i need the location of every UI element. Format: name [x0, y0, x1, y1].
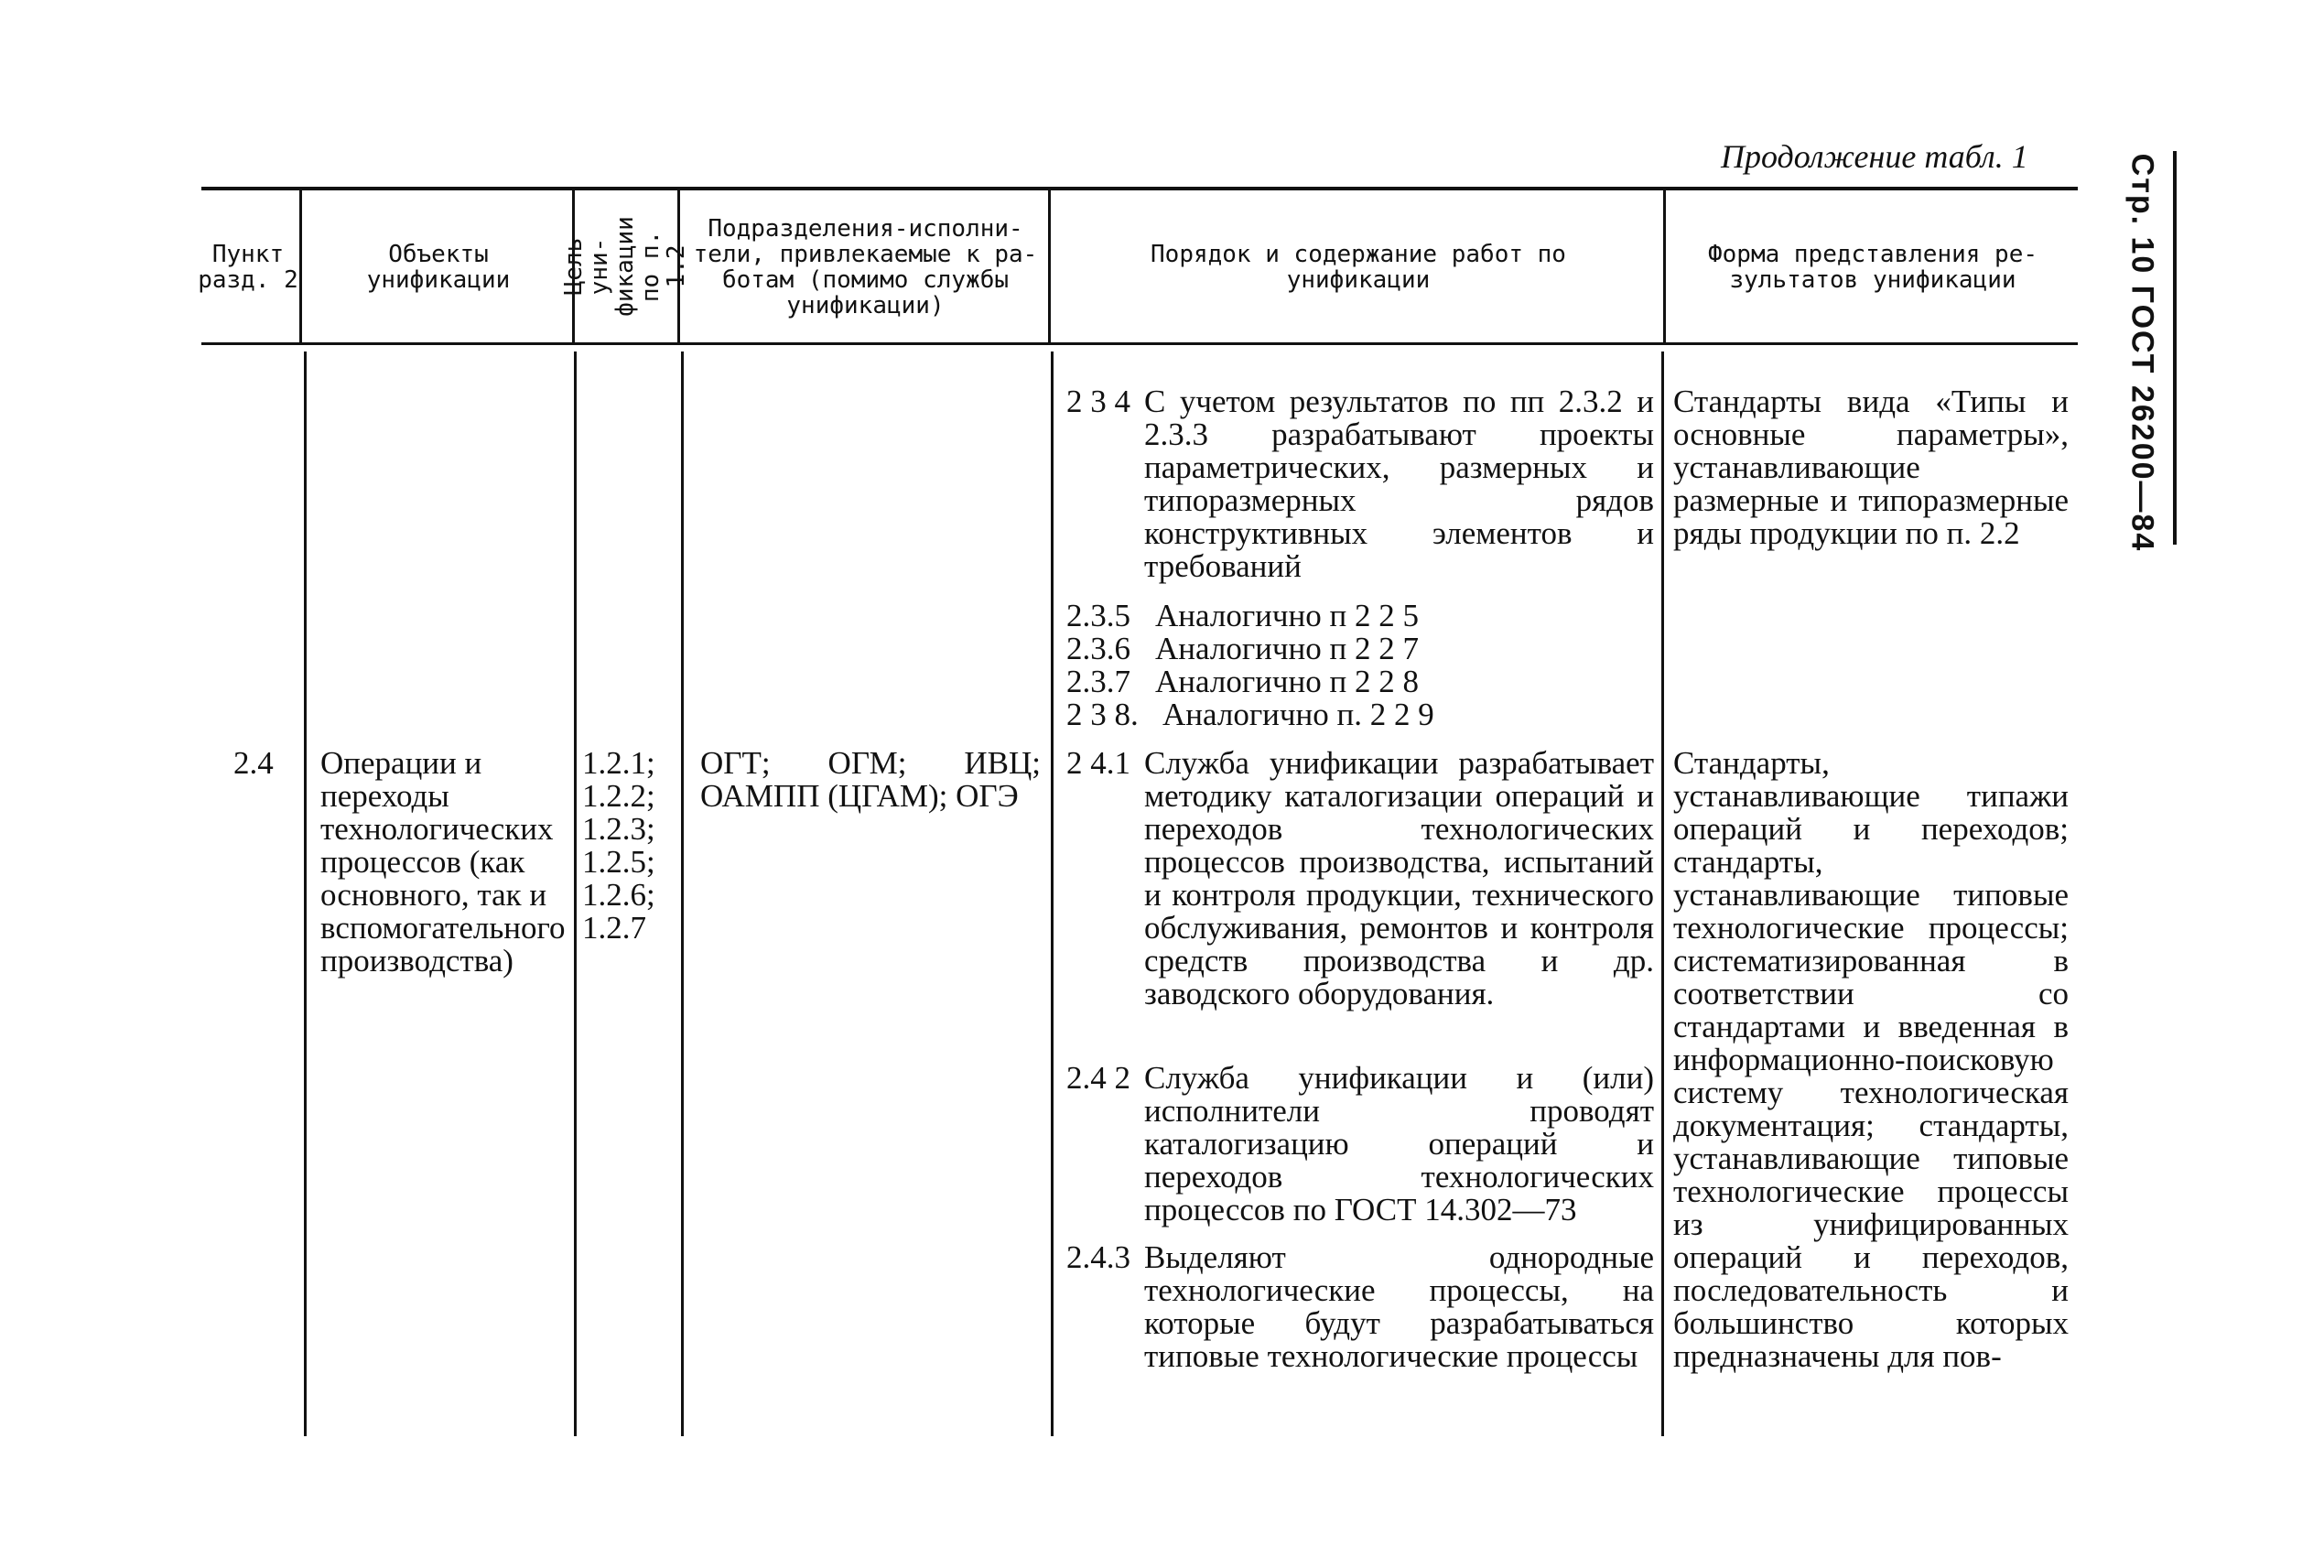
header-point: Пункт разд. 2: [198, 241, 298, 294]
item-num: 2.3.6: [1066, 631, 1130, 666]
goal-item: 1.2.5;: [582, 844, 655, 880]
item-text: Аналогично п 2 2 8: [1155, 664, 1419, 699]
item-num: 2.3.5: [1066, 598, 1130, 633]
hdr-divider-5: [1663, 190, 1666, 342]
header-goal-text: Цель уни- фикации по п. 1.2: [560, 216, 690, 317]
header-objects: Объекты унификации: [366, 241, 511, 294]
row-result-text: Стандарты, устанавливающие типажи операций и переходов; стандарты, устанавливающие типовые технологические процессы; систематизированная в соответствии со стандартами и введенная в информационно-поисковую систему технологическая документация; стандарты, устанавливающие типовые технологические процессы из унифицированных операций и переходов, последовательность и большинство которых предназначены для пов-: [1673, 745, 2069, 1374]
item-num: 2 3 8.: [1066, 697, 1139, 732]
item-text: Служба унификации и (или) исполнители проводят каталогизацию операций и переходов технологических процессов по ГОСТ 14.302—73: [1144, 1060, 1654, 1227]
hdr-divider-4: [1048, 190, 1051, 342]
item-text: С учетом результатов по пп 2.3.2 и 2.3.3 разрабатывают проекты параметрических, размерных и типоразмерных рядов конструктивных элементов и требований: [1144, 384, 1654, 584]
header-procedure: Порядок и содержание работ по унификации: [1151, 241, 1566, 294]
body-divider-5: [1661, 351, 1664, 1436]
goal-item: 1.2.2;: [582, 778, 655, 814]
executors-text: ОГТ; ОГМ; ИВЦ; ОАМПП (ЦГАМ); ОГЭ: [700, 745, 1041, 814]
item-num: 2 4.1: [1066, 745, 1130, 781]
goal-item: 1.2.7: [582, 910, 646, 946]
item-num: 2.3.7: [1066, 664, 1130, 699]
continuation-title: Продолжение табл. 1: [1721, 138, 2028, 175]
header-executors: Подразделения-исполни- тели, привлекаемые к ра- ботам (помимо службы унификации): [693, 215, 1038, 319]
table-top-rule: [201, 187, 2078, 190]
item-text: Аналогично п. 2 2 9: [1162, 697, 1434, 732]
body-divider-3: [681, 351, 684, 1436]
header-result-form: Форма представления ре- зультатов унификации: [1707, 241, 2038, 294]
goal-item: 1.2.3;: [582, 811, 655, 847]
item-text: Аналогично п 2 2 7: [1155, 631, 1419, 666]
row-point: 2.4: [233, 745, 274, 781]
item-text: Аналогично п 2 2 5: [1155, 598, 1419, 633]
side-label-text: Стр. 10 ГОСТ 26200—84: [2124, 153, 2160, 552]
body-divider-2: [574, 351, 577, 1436]
prev-result-text: Стандарты вида «Типы и основные параметры», устанавливающие размерные и типоразмерные ряды продукции по п. 2.2: [1673, 384, 2069, 551]
goal-item: 1.2.1;: [582, 745, 655, 781]
item-text: Служба унификации разрабатывает методику каталогизации операций и переходов технологических процессов производства, испытаний и контроля продукции, технического обслуживания, ремонтов и контроля средств производства и др. заводского оборудования.: [1144, 745, 1654, 1011]
item-text: Выделяют однородные технологические процессы, на которые будут разрабатываться типовые технологические процессы: [1144, 1239, 1654, 1374]
item-num: 2.4.3: [1066, 1239, 1130, 1275]
goal-list: [582, 747, 655, 945]
side-bar-divider: [2173, 151, 2177, 545]
header-bottom-rule: [201, 342, 2078, 345]
row-object-text: Операции и переходы технологических процессов (как основного, так и вспомогательного производства): [320, 745, 566, 979]
header-goal: [560, 190, 690, 342]
item-num: 2.4 2: [1066, 1060, 1130, 1096]
goal-item: 1.2.6;: [582, 877, 655, 913]
page-side-label: [2101, 142, 2183, 563]
item-num: 2 3 4: [1066, 384, 1130, 419]
body-divider-4: [1051, 351, 1054, 1436]
hdr-divider-1: [299, 190, 302, 342]
body-divider-1: [304, 351, 307, 1436]
